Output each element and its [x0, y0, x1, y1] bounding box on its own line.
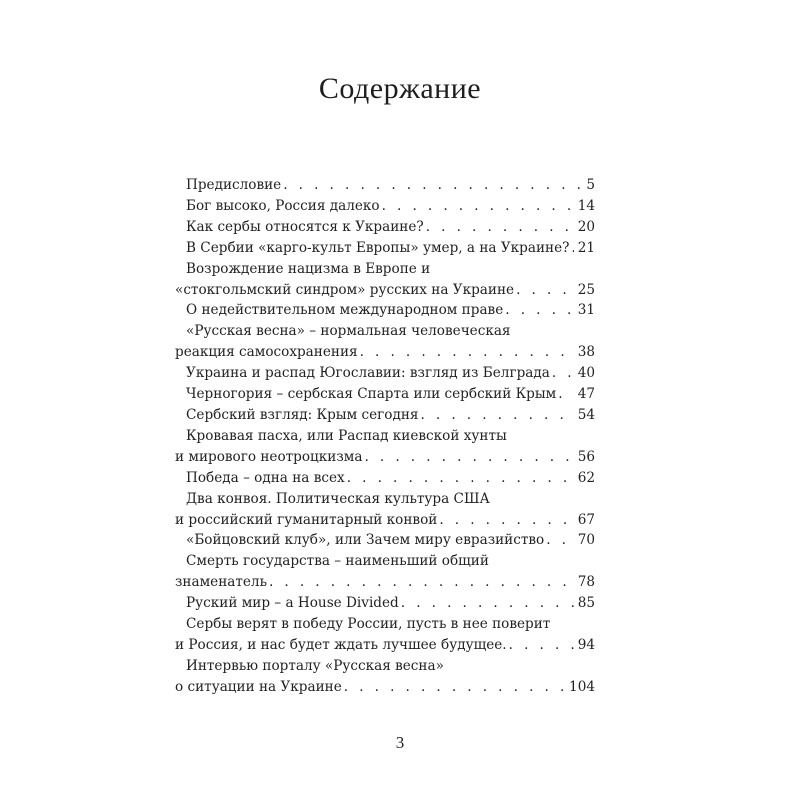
dot-leader — [516, 280, 574, 301]
toc-entry-line — [175, 363, 595, 384]
toc-entry-page: 94 — [577, 636, 595, 653]
toc-entry-title: и российский гуманитарный конвой — [175, 511, 438, 528]
toc-entry-line — [175, 551, 595, 572]
toc-entry-title: Возрождение нацизма в Европе и — [186, 260, 431, 277]
toc-entry-line — [175, 280, 595, 301]
toc-entry-page: 70 — [577, 532, 595, 549]
dot-leader — [426, 217, 574, 238]
toc-entry-page: 78 — [577, 574, 595, 591]
toc-entry-title: реакция самосохранения — [175, 344, 358, 361]
dot-leader — [420, 405, 573, 426]
toc-entry-line — [175, 426, 595, 447]
dot-leader — [401, 593, 574, 614]
toc-entry-line — [175, 614, 595, 635]
toc-entry — [175, 468, 595, 489]
toc-entry-line — [175, 489, 595, 510]
toc-entry-line — [175, 196, 595, 217]
toc-entry — [175, 530, 595, 551]
dot-leader — [571, 238, 573, 259]
toc-entry-line — [175, 593, 595, 614]
toc-entry — [175, 489, 595, 531]
dot-leader — [546, 530, 573, 551]
toc-entry — [175, 321, 595, 363]
toc-entry — [175, 593, 595, 614]
toc-entry-line — [175, 677, 595, 698]
toc-entry — [175, 363, 595, 384]
toc-entry-title: Украина и распад Югославии: взгляд из Белграда — [186, 365, 550, 382]
toc-entry-line — [175, 217, 595, 238]
toc-entry-title: знаменатель — [175, 574, 267, 591]
dot-leader — [344, 677, 565, 698]
dot-leader — [509, 635, 574, 656]
toc-entry-line — [175, 530, 595, 551]
toc-entry-title: «Русская весна» – нормальная человеческая — [186, 323, 511, 340]
toc-entry-title: Черногория – сербская Спарта или сербский Крым — [186, 386, 557, 403]
toc-entry-page: 14 — [577, 197, 595, 214]
toc-entry-page: 5 — [586, 177, 595, 193]
toc-entry-page: 21 — [577, 239, 595, 256]
toc-entry-title: «Бойцовский клуб», или Зачем миру евразийство — [186, 532, 545, 549]
toc-entry-line — [175, 238, 595, 259]
table-of-contents — [175, 175, 595, 698]
toc-entry — [175, 551, 595, 593]
toc-entry-line — [175, 405, 595, 426]
page-title: Содержание — [318, 72, 482, 105]
dot-leader — [283, 175, 582, 196]
toc-entry-page: 47 — [577, 386, 595, 403]
toc-entry-line — [175, 447, 595, 468]
toc-entry-line — [175, 656, 595, 677]
toc-entry-page: 54 — [577, 406, 595, 423]
toc-entry — [175, 656, 595, 698]
toc-entry-title: Смерть государства – наименьший общий — [186, 553, 489, 570]
toc-entry-title: о ситуации на Украине — [175, 678, 342, 695]
toc-entry-page: 56 — [577, 448, 595, 465]
dot-leader — [347, 468, 574, 489]
toc-entry-line — [175, 468, 595, 489]
toc-entry-title: Кровавая пасха, или Распад киевской хунты — [186, 427, 507, 444]
toc-entry — [175, 238, 595, 259]
toc-entry-page: 38 — [577, 344, 595, 361]
toc-entry-page: 85 — [577, 595, 595, 612]
toc-entry-title: Бог высоко, Россия далеко — [186, 197, 380, 214]
dot-leader — [558, 384, 573, 405]
toc-entry-title: и Россия, и нас будет ждать лучшее будущее. — [175, 636, 507, 653]
toc-entry-page: 62 — [577, 469, 595, 486]
toc-entry-page: 40 — [577, 365, 595, 382]
toc-entry — [175, 614, 595, 656]
toc-entry-page: 104 — [569, 678, 595, 695]
toc-entry — [175, 426, 595, 468]
dot-leader — [269, 572, 574, 593]
dot-leader — [382, 196, 574, 217]
toc-entry — [175, 175, 595, 196]
toc-entry-title: «стокгольмский синдром» русских на Украине — [175, 281, 515, 298]
toc-entry-line — [175, 175, 595, 196]
toc-entry-page: 20 — [577, 218, 595, 235]
toc-entry-title: Победа – одна на всех — [186, 469, 345, 486]
toc-entry-title: Как сербы относятся к Украине? — [186, 218, 424, 235]
toc-entry-page: 31 — [577, 302, 595, 319]
toc-entry — [175, 405, 595, 426]
toc-entry — [175, 196, 595, 217]
toc-entry-page: 25 — [577, 281, 595, 298]
toc-entry — [175, 384, 595, 405]
toc-entry-line — [175, 635, 595, 656]
toc-entry — [175, 259, 595, 301]
dot-leader — [505, 300, 573, 321]
toc-entry-title: Руский мир – a House Divided — [186, 595, 399, 612]
toc-entry-line — [175, 259, 595, 280]
page-number: 3 — [395, 733, 405, 752]
toc-entry-line — [175, 510, 595, 531]
toc-entry-line — [175, 342, 595, 363]
toc-entry-line — [175, 321, 595, 342]
toc-entry-title: Два конвоя. Политическая культура США — [186, 490, 490, 507]
dot-leader — [364, 447, 573, 468]
toc-entry-title: Предисловие — [186, 177, 282, 193]
toc-entry-page: 67 — [577, 511, 595, 528]
dot-leader — [360, 342, 574, 363]
toc-entry-line — [175, 384, 595, 405]
dot-leader — [439, 510, 573, 531]
toc-entry-title: О недействительном международном праве — [186, 302, 504, 319]
toc-entry-title: Интервью порталу «Русская весна» — [186, 657, 444, 674]
toc-entry — [175, 300, 595, 321]
toc-entry-line — [175, 572, 595, 593]
toc-entry-title: В Сербии «карго-культ Европы» умер, а на Украине? — [186, 239, 570, 256]
toc-entry-title: Сербы верят в победу России, пусть в нее поверит — [186, 616, 551, 633]
toc-entry-title: Сербский взгляд: Крым сегодня — [186, 406, 419, 423]
toc-entry — [175, 217, 595, 238]
dot-leader — [552, 363, 574, 384]
toc-entry-line — [175, 300, 595, 321]
toc-entry-title: и мирового неотроцкизма — [175, 448, 363, 465]
